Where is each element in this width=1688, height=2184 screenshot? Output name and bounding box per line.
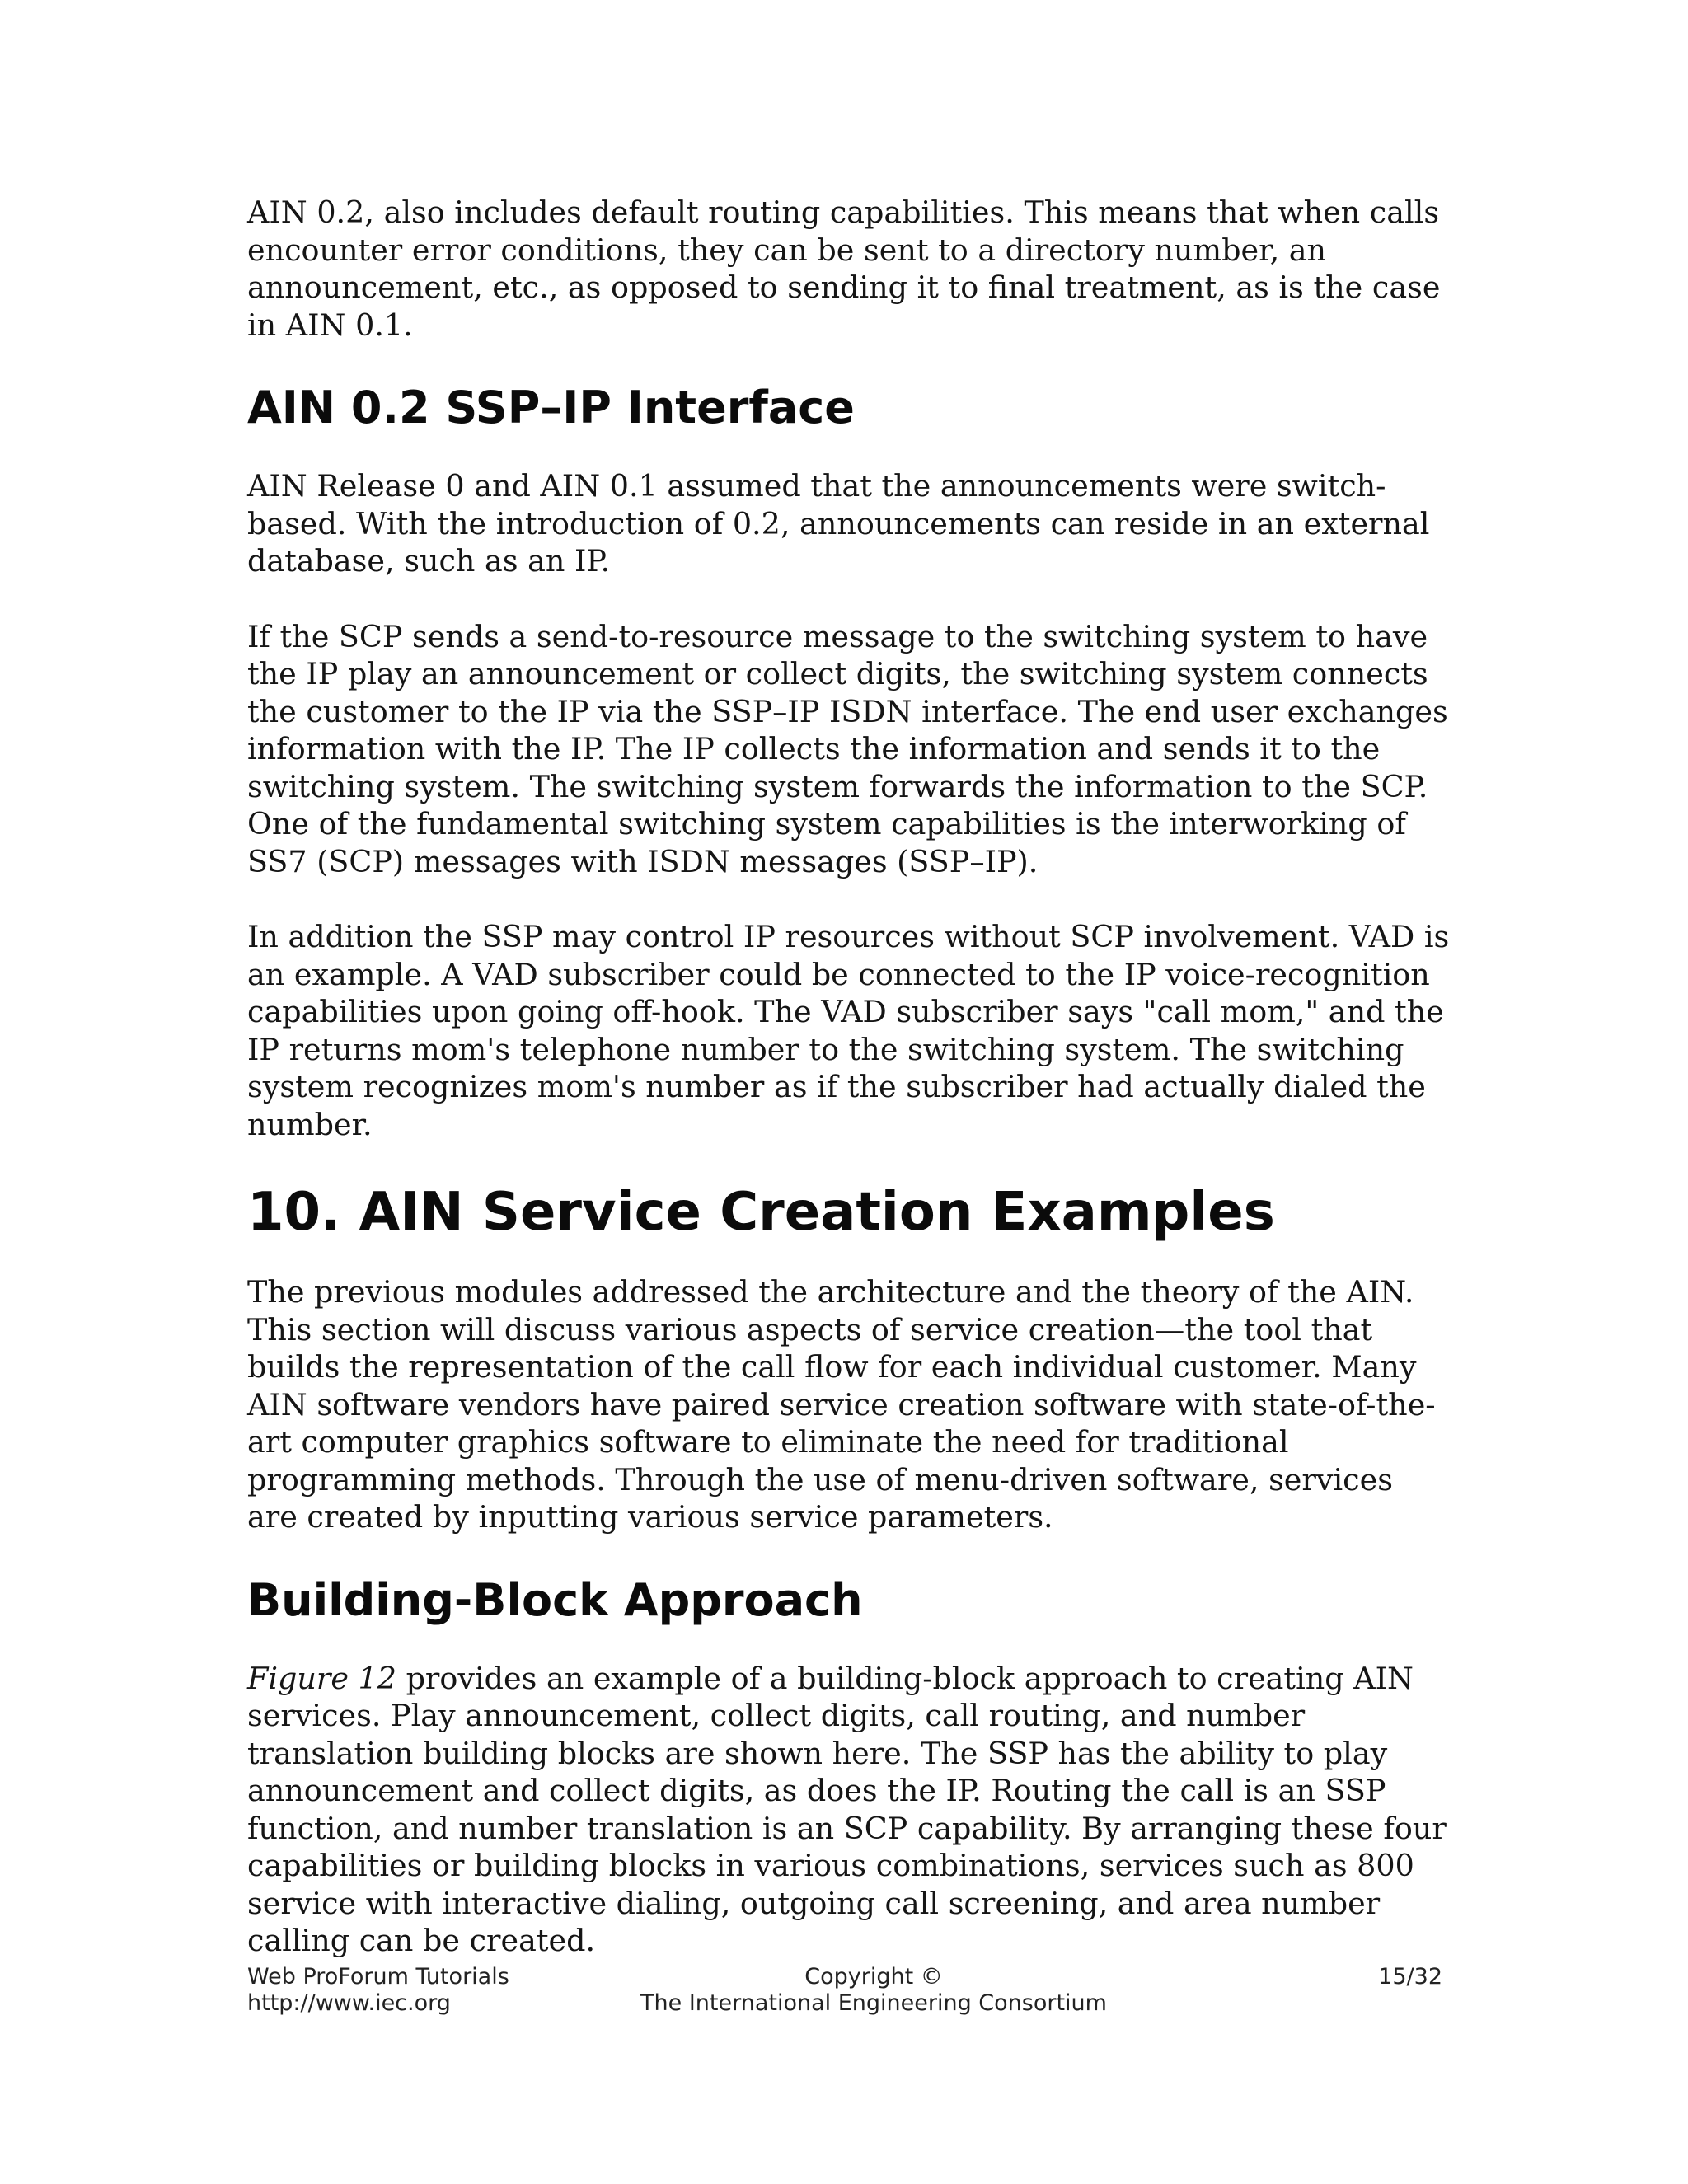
paragraph-building-block-text: provides an example of a building-block approach to creating AIN services. Play announcement, collect digits, call routing, and number translation building blocks are shown here. The SSP has the ability to play announcement and collect digits, as does the IP. Routing the call is an SSP function, and number translation is an SCP capability. By arranging these four capabilities or building blocks in various combinations, services such as 800 service with interactive dialing, outgoing call screening, and area number calling can be created. (247, 1660, 1447, 1958)
paragraph-building-block (247, 1660, 1451, 1960)
heading-section-10: 10. AIN Service Creation Examples (247, 1182, 1275, 1243)
footer-url: http://www.iec.org (247, 1990, 451, 2016)
footer-organization: The International Engineering Consortium (640, 1990, 1107, 2016)
footer-right (1378, 1964, 1442, 1990)
paragraph-intro: AIN 0.2, also includes default routing capabilities. This means that when calls encounter error conditions, they can be sent to a directory number, an announcement, etc., as opposed to sending it to final treatment, as is the case in AIN 0.1. (247, 194, 1441, 343)
footer-center (631, 1964, 1117, 2017)
footer-left (247, 1964, 509, 2017)
paragraph-ssp-ip-3: In addition the SSP may control IP resources without SCP involvement. VAD is an example. A VAD subscriber could be connected to the IP voice-recognition capabilities upon going off-hook. The VAD subscriber says "call mom," and the IP returns mom's telephone number to the switching system. The switching system recognizes mom's number as if the subscriber had actually dialed the number. (247, 919, 1450, 1142)
paragraph-section-10: The previous modules addressed the architecture and the theory of the AIN. This section will discuss various aspects of service creation—the tool that builds the representation of the call flow for each individual customer. Many AIN software vendors have paired service creation software with state-of-the-art computer graphics software to eliminate the need for traditional programming methods. Through the use of menu-driven software, services are created by inputting various service parameters. (247, 1274, 1436, 1535)
heading-building-block-approach: Building-Block Approach (247, 1573, 863, 1626)
paragraph-ssp-ip-2: If the SCP sends a send-to-resource message to the switching system to have the IP play an announcement or collect digits, the switching system connects the customer to the IP via the SSP–IP ISDN interface. The end user exchanges information with the IP. The IP collects the information and sends it to the switching system. The switching system forwards the information to the SCP. One of the fundamental switching system capabilities is the interworking of SS7 (SCP) messages with ISDN messages (SSP–IP). (247, 618, 1448, 879)
figure-reference: Figure 12 (247, 1660, 396, 1696)
page-body (247, 194, 1451, 1998)
footer-page-number: 15/32 (1378, 1964, 1442, 1990)
footer-copyright: Copyright © (804, 1964, 943, 1990)
footer-publisher: Web ProForum Tutorials (247, 1964, 509, 1990)
heading-ssp-ip-interface: AIN 0.2 SSP–IP Interface (247, 382, 855, 434)
paragraph-ssp-ip-1: AIN Release 0 and AIN 0.1 assumed that the announcements were switch-based. With the introduction of 0.2, announcements can reside in an external database, such as an IP. (247, 468, 1430, 579)
page-footer (247, 1964, 1442, 2030)
